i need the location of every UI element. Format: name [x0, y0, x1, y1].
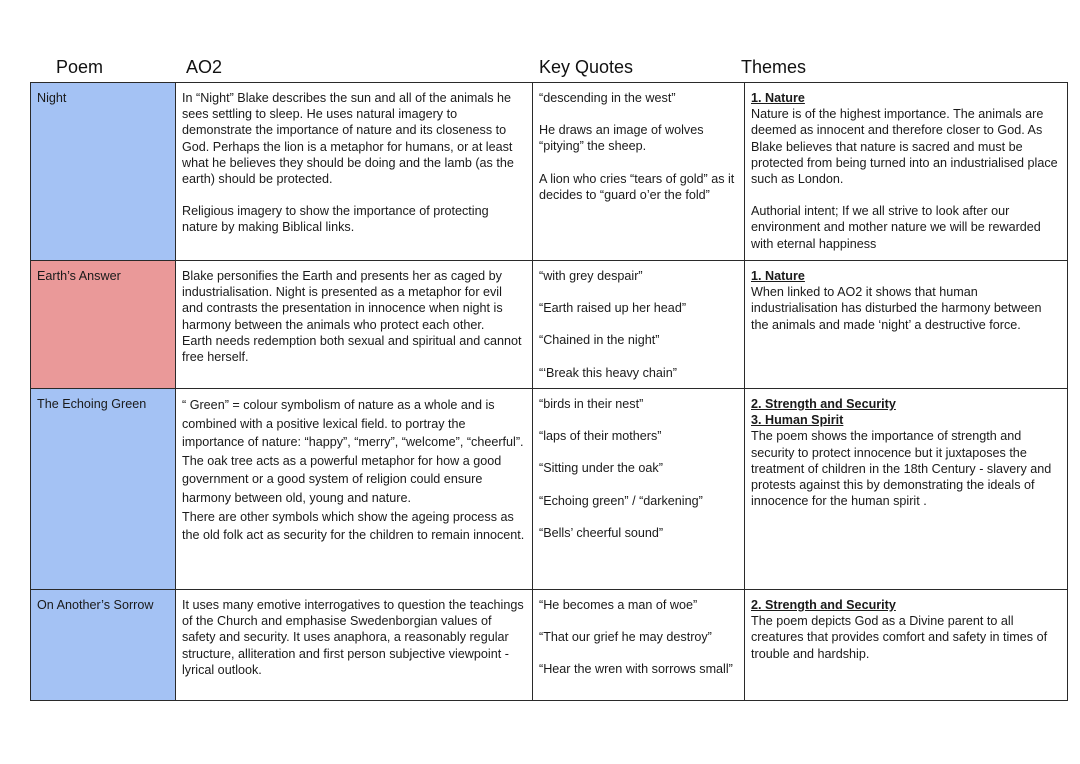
key-quote: “descending in the west”	[539, 91, 676, 105]
ao2-paragraph: In “Night” Blake describes the sun and all of the animals he sees settling to sleep. He uses natural imagery to demonstrate the importance of nature and its closeness to God. Perhaps the lion is a metaphor for humans, or at least what he believes they should be doing and the lamb (as the earth) should be protected.	[182, 91, 514, 187]
theme-title: 3. Human Spirit	[751, 413, 844, 428]
poem-title: Earth’s Answer	[37, 269, 121, 283]
table-row	[31, 261, 1068, 389]
poem-analysis-table	[30, 82, 1068, 701]
poem-cell	[31, 389, 176, 590]
table-row	[31, 590, 1068, 701]
poem-title: The Echoing Green	[37, 397, 147, 411]
key-quote: “He becomes a man of woe”	[539, 598, 698, 612]
themes-cell	[745, 261, 1068, 389]
themes-cell	[745, 389, 1068, 590]
ao2-paragraph: “ Green” = colour symbolism of nature as a whole and is combined with a positive lexical field. to portray the importance of nature: “happy”, “merry”, “welcome”, “cheerful”.	[182, 398, 524, 450]
ao2-paragraph: The oak tree acts as a powerful metaphor for how a good government or a good system of religion could ensure harmony between old, young and nature.	[182, 453, 502, 505]
quotes-cell	[533, 590, 745, 701]
key-quote: He draws an image of wolves “pitying” the sheep.	[539, 123, 704, 154]
key-quote: “birds in their nest”	[539, 397, 644, 411]
ao2-cell	[176, 261, 533, 389]
key-quote: “Hear the wren with sorrows small”	[539, 662, 733, 677]
header-key-quotes: Key Quotes	[539, 57, 634, 77]
theme-text: The poem depicts God as a Divine parent to all creatures that provides comfort and safety in times of trouble and hardship.	[751, 614, 1048, 661]
header-themes: Themes	[741, 57, 807, 77]
key-quote: “Chained in the night”	[539, 333, 660, 348]
header-poem: Poem	[56, 57, 104, 77]
ao2-paragraph: Blake personifies the Earth and presents her as caged by industrialisation. Night is presented as a metaphor for evil and contrasts the presentation in innocence when night is harmony between the animals who protect each other.	[182, 269, 503, 332]
ao2-cell	[176, 590, 533, 701]
theme-title: 1. Nature	[751, 91, 805, 105]
key-quote: “‘Break this heavy chain”	[539, 365, 677, 380]
key-quote: A lion who cries “tears of gold” as it decides to “guard o’er the fold”	[539, 171, 735, 202]
ao2-cell	[176, 83, 533, 261]
key-quote: “Earth raised up her head”	[539, 301, 687, 316]
poem-cell	[31, 83, 176, 261]
ao2-paragraph: It uses many emotive interrogatives to question the teachings of the Church and emphasise Swedenborgian values of safety and security. It uses anaphora, a reasonably regular structure, alliteration and first person subjective viewpoint - lyrical outlook.	[182, 598, 524, 677]
quotes-cell	[533, 261, 745, 389]
theme-text: When linked to AO2 it shows that human industrialisation has disturbed the harmony between the animals and made ‘night’ a destructive force.	[751, 285, 1042, 332]
theme-title: 1. Nature	[751, 269, 805, 283]
header-ao2: AO2	[186, 57, 223, 77]
quotes-cell	[533, 83, 745, 261]
theme-text: Authorial intent; If we all strive to look after our environment and mother nature we will be rewarded with eternal happiness	[751, 204, 1041, 251]
poem-cell	[31, 590, 176, 701]
key-quote: “with grey despair”	[539, 269, 643, 283]
theme-title: 2. Strength and Security	[751, 397, 896, 411]
theme-text: The poem shows the importance of strength and security to protect innocence but it juxtaposes the treatment of children in the 18th Century - slavery and protests against this by demonstrating the ideals of innocence for the human spirit .	[751, 429, 1052, 509]
poem-title: Night	[37, 91, 67, 105]
key-quote: “That our grief he may destroy”	[539, 630, 712, 645]
key-quote: “Bells’ cheerful sound”	[539, 525, 664, 540]
ao2-paragraph: Religious imagery to show the importance of protecting nature by making Biblical links.	[182, 204, 489, 235]
table-row	[31, 389, 1068, 590]
ao2-paragraph: Earth needs redemption both sexual and spiritual and cannot free herself.	[182, 333, 522, 365]
poem-cell	[31, 261, 176, 389]
key-quote: “Sitting under the oak”	[539, 461, 663, 476]
quotes-cell	[533, 389, 745, 590]
poem-title: On Another’s Sorrow	[37, 598, 154, 612]
themes-cell	[745, 590, 1068, 701]
table-row	[31, 83, 1068, 261]
theme-title: 2. Strength and Security	[751, 598, 896, 612]
key-quote: “Echoing green” / “darkening”	[539, 493, 703, 508]
ao2-cell	[176, 389, 533, 590]
key-quote: “laps of their mothers”	[539, 429, 662, 444]
theme-text: Nature is of the highest importance. The animals are deemed as innocent and therefore closer to God. As Blake believes that nature is sacred and must be protected from being turned into an industrialised place such as London.	[751, 107, 1058, 187]
themes-cell	[745, 83, 1068, 261]
ao2-paragraph: There are other symbols which show the ageing process as the old folk act as security for the children to remain innocent.	[182, 509, 525, 543]
